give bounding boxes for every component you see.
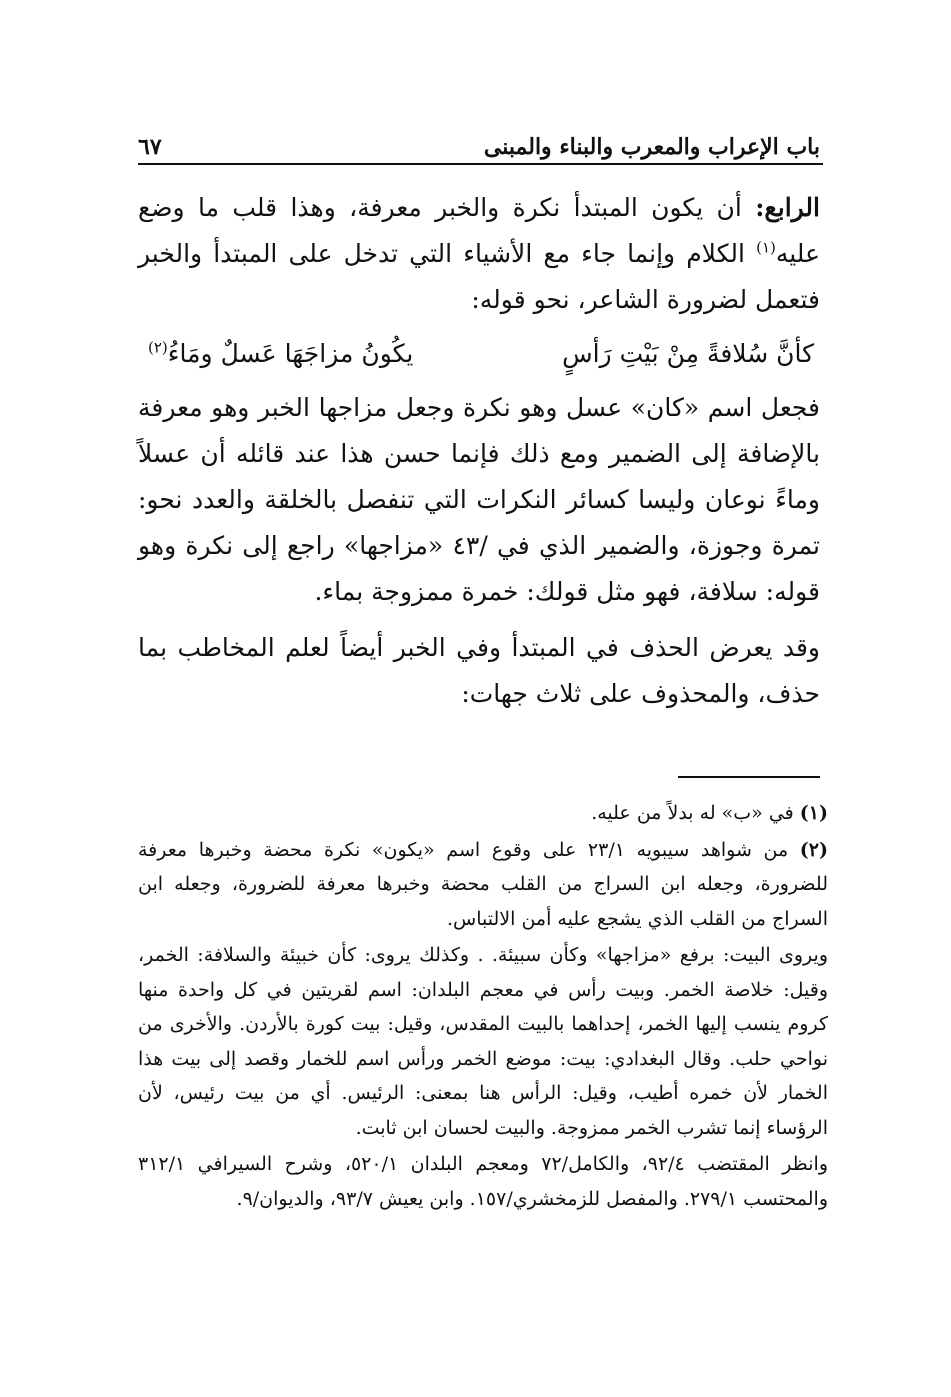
- footnote-2-continued: ويروى البيت: برفع «مزاجها» وكأن سبيئة. . وكذلك يروى: كأن خبيئة والسلافة: الخمر، وقيل: خلاصة الخمر. وبيت رأس في معجم البلدان: اسم لقريتين في كل واحدة منها كروم ينسب إليها الخمر، إحداهما بالبيت المقدس، وقيل: بيت كورة بالأردن. والأخرى من نواحي حلب. وقال البغدادي: بيت: موضع الخمر ورأس اسم للخمار وقصد إلى بيت هذا الخمار لأن خمره أطيب، وقيل: الرأس هنا بمعنى: الرئيس. أي من بيت رئيس، لأن الرؤساء إنما تشرب الخمر ممزوجة. والبيت لحسان ابن ثابت.: [138, 944, 828, 1139]
- footnote-number: (٢): [799, 838, 828, 861]
- footnote-text: في «ب» له بدلاً من عليه.: [591, 802, 800, 824]
- paragraph-text: أن يكون المبتدأ نكرة والخبر معرفة، وهذا قلب ما وضع عليه: [138, 193, 820, 268]
- paragraph-text: الكلام وإنما جاء مع الأشياء التي تدخل على المبتدأ والخبر فتعمل لضرورة الشاعر، نحو قوله:: [138, 239, 820, 314]
- footnote-1: [138, 796, 828, 831]
- page-number: ٦٧: [138, 134, 162, 160]
- verse-second-hemistich: يكُونُ مزاجَهَا عَسلٌ ومَاءُ: [167, 338, 414, 368]
- verse-first-hemistich: كأنَّ سُلافةً مِنْ بَيْتِ رَأسٍ: [562, 338, 814, 368]
- paragraph-fourth-case: [138, 185, 820, 323]
- paragraph-explanation: فجعل اسم «كان» عسل وهو نكرة وجعل مزاجها الخبر وهو معرفة بالإضافة إلى الضمير ومع ذلك فإنما حسن هذا عند قائله أن عسلاً وماءً نوعان وليسا كسائر النكرات التي تنفصل بالخلقة والعدد نحو: تمرة وجوزة، والضمير الذي في /٤٣ «مزاجها» راجع إلى نكرة وهو قوله: سلافة، فهو مثل قولك: خمرة ممزوجة بماء.: [138, 393, 820, 606]
- verse-second-hemistich-wrap: [148, 339, 413, 368]
- footnote-2-references: وانظر المقتضب ٩٢/٤، والكامل/٧٢ ومعجم البلدان ٥٢٠/١، وشرح السيرافي ٣١٢/١ والمحتسب ٢٧٩/١. والمفصل للزمخشري/١٥٧. وابن يعيش ٩٣/٧، والديوان/٩.: [138, 1153, 829, 1210]
- footnote-text: من شواهد سيبويه ٢٣/١ على وقوع اسم «يكون» نكرة محضة وخبرها معرفة للضرورة، وجعله ابن السراج من القلب محضة وخبرها معرفة للضرورة، وجعله ابن السراج من القلب الذي يشجع عليه أمن الالتباس.: [138, 838, 828, 930]
- chapter-title: باب الإعراب والمعرب والبناء والمبنى: [483, 134, 820, 160]
- footnote-marker-2: (٢): [148, 338, 168, 357]
- poetry-verse: [138, 325, 820, 381]
- header-divider: [138, 163, 823, 165]
- main-text: [138, 185, 820, 717]
- footnote-2: [138, 833, 828, 937]
- footnote-marker-1: (١): [756, 238, 776, 257]
- footnote-number: (١): [799, 802, 828, 824]
- running-header: [138, 128, 820, 160]
- footnote-separator: [678, 776, 820, 778]
- footnotes-section: [138, 796, 828, 1216]
- case-label: الرابع:: [755, 193, 820, 222]
- paragraph-omission: وقد يعرض الحذف في المبتدأ وفي الخبر أيضاً لعلم المخاطب بما حذف، والمحذوف على ثلاث جهات:: [138, 633, 820, 708]
